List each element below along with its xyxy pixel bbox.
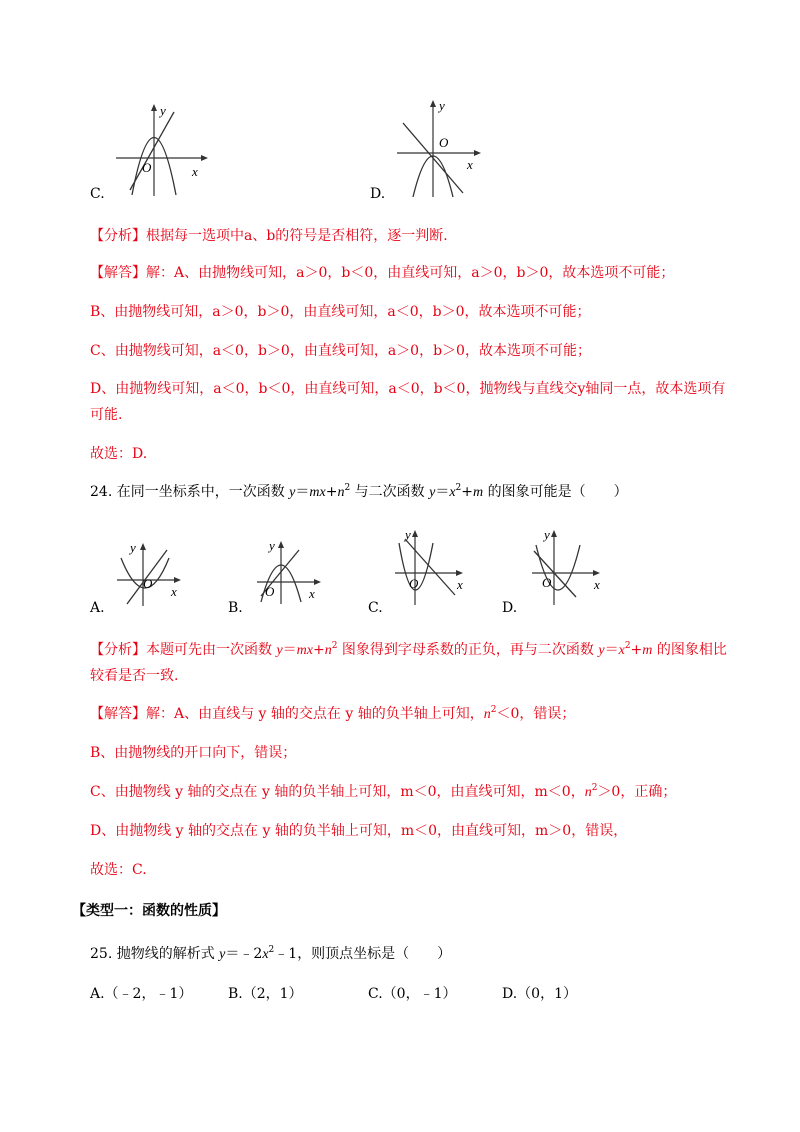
- x-axis-label: x: [467, 157, 473, 172]
- y-axis-label: y: [130, 540, 136, 555]
- y-axis-label: y: [160, 103, 166, 118]
- origin-label: O: [265, 584, 275, 599]
- origin-label: O: [143, 576, 153, 591]
- section-heading: 【类型一：函数的性质】: [72, 903, 226, 919]
- x-axis-label: x: [594, 577, 600, 592]
- y-axis-label: y: [439, 98, 445, 113]
- option-24-c: C.: [368, 600, 383, 616]
- answer-line-2: B、由抛物线可知，a＞0，b＞0，由直线可知，a＜0，b＞0，故本选项不可能；: [90, 304, 591, 320]
- x-axis-label: x: [457, 577, 463, 592]
- origin-label: O: [439, 135, 449, 150]
- option-d-label: D.: [370, 186, 386, 202]
- graph-c-prev: [112, 100, 212, 200]
- question-24-stem: 24. 在同一坐标系中，一次函数 $y=mx+n^2$ 与二次函数 $y=x^2+m$ 的图象可能是（ ）: [90, 483, 628, 500]
- q24-analysis-line-1: 【分析】本题可先由一次函数 $y=mx+n^2$ 图象得到字母系数的正负，再与二次函数 $y=x^2+m$ 的图象相比: [90, 641, 727, 658]
- answer-line-5: 可能.: [90, 407, 123, 423]
- q24-answer-c: C、由抛物线 y 轴的交点在 y 轴的负半轴上可知，m＜0，由直线可知，m＜0，$n^2>0$，正确；: [90, 783, 677, 800]
- answer-tag: 【解答】: [90, 265, 146, 281]
- graph-24c: [393, 525, 468, 607]
- question-25-stem: 25. 抛物线的解析式 $y=﹣2x^2﹣1$，则顶点坐标是（ ）: [90, 945, 452, 962]
- analysis-text: 根据每一选项中a、b的符号是否相符，逐一判断.: [146, 228, 448, 244]
- q24-conclusion: 故选：C.: [90, 862, 147, 878]
- origin-label: O: [142, 160, 152, 175]
- answer-line-1: 【解答】解：A、由抛物线可知，a＞0，b＜0，由直线可知，a＞0，b＞0，故本选项不可能；: [90, 265, 675, 281]
- option-24-d: D.: [502, 600, 518, 616]
- x-axis-label: x: [309, 586, 315, 601]
- y-axis-label: y: [405, 527, 411, 542]
- option-24-a: A.: [90, 600, 105, 616]
- answer-line-3: C、由抛物线可知，a＜0，b＞0，由直线可知，a＞0，b＞0，故本选项不可能；: [90, 343, 591, 359]
- option-25-d: D.（0，1）: [502, 986, 577, 1002]
- graph-24a: [115, 538, 185, 608]
- q24-answer-b: B、由抛物线的开口向下，错误；: [90, 745, 297, 761]
- origin-label: O: [409, 576, 419, 591]
- x-axis-label: x: [192, 164, 198, 179]
- q24-analysis-line-2: 较看是否一致.: [90, 668, 179, 684]
- option-25-c: C.（0，﹣1）: [368, 986, 457, 1002]
- option-24-b: B.: [228, 600, 243, 616]
- analysis-tag: 【分析】: [90, 228, 146, 244]
- q24-answer-d: D、由抛物线 y 轴的交点在 y 轴的负半轴上可知，m＜0，由直线可知，m＞0，错误，: [90, 823, 628, 839]
- analysis-line: [90, 226, 448, 246]
- q24-answer-a: 【解答】解：A、由直线与 y 轴的交点在 y 轴的负半轴上可知，$n^2<0$，错误；: [90, 705, 576, 722]
- option-c-label: C.: [90, 186, 105, 202]
- answer-line-4: D、由抛物线可知，a＜0，b＜0，由直线可知，a＜0，b＜0，抛物线与直线交y轴同一点，故本选项有: [90, 381, 726, 397]
- graph-24b: [255, 536, 325, 606]
- option-25-b: B.（2，1）: [228, 986, 303, 1002]
- option-25-a: A.（﹣2，﹣1）: [90, 986, 193, 1002]
- origin-label: O: [542, 575, 552, 590]
- y-axis-label: y: [269, 538, 275, 553]
- graph-d-prev: [395, 95, 485, 200]
- x-axis-label: x: [171, 584, 177, 599]
- conclusion: 故选：D.: [90, 446, 148, 462]
- y-axis-label: y: [544, 527, 550, 542]
- graph-24d: [530, 525, 605, 607]
